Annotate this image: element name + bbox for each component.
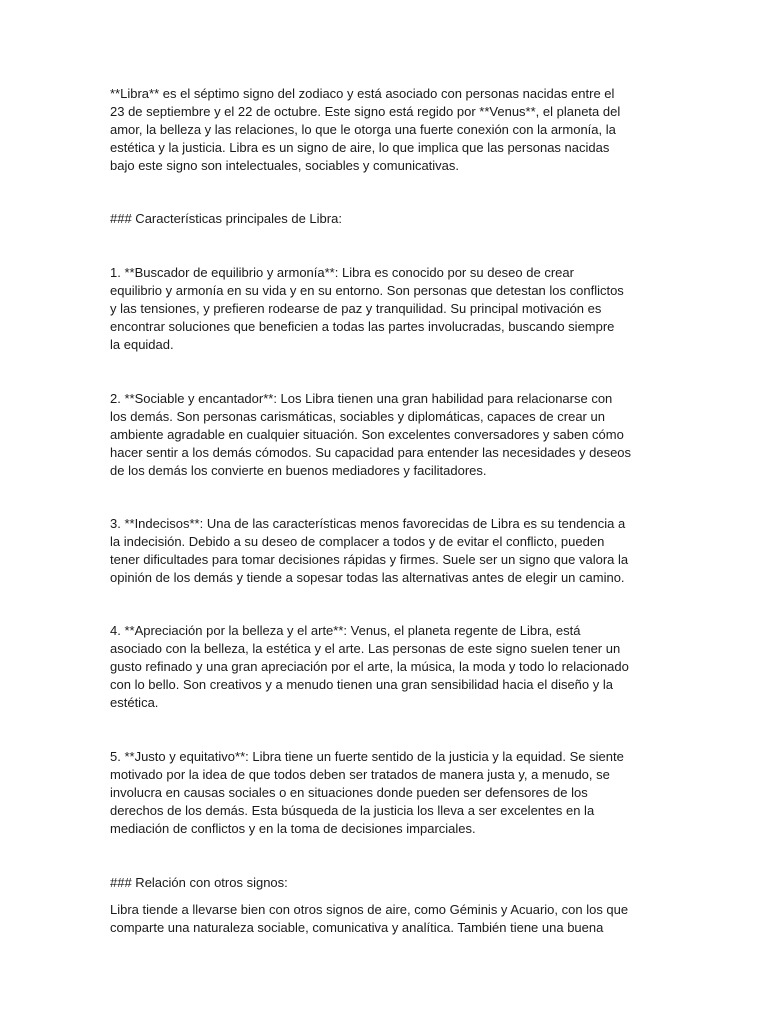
text-line: 4. **Apreciación por la belleza y el arte**: Venus, el planeta regente de Libra, está	[110, 623, 581, 638]
list-item-3	[110, 515, 660, 587]
list-item-2	[110, 390, 660, 480]
text-line: gusto refinado y una gran apreciación por el arte, la música, la moda y todo lo relacionado	[110, 658, 629, 674]
text-line: hacer sentir a los demás cómodos. Su capacidad para entender las necesidades y deseos	[110, 444, 632, 460]
intro-paragraph	[110, 85, 660, 175]
text-line: los demás. Son personas carismáticas, sociables y diplomáticas, capaces de crear un	[110, 408, 605, 424]
text-line: la equidad.	[110, 336, 174, 352]
text-line: Libra tiende a llevarse bien con otros signos de aire, como Géminis y Acuario, con los que	[110, 902, 629, 917]
relations-paragraph	[110, 901, 660, 937]
text-line: mediación de conflictos y en la toma de decisiones imparciales.	[110, 820, 476, 836]
characteristics-heading	[110, 210, 660, 228]
heading-text: ### Características principales de Libra:	[110, 211, 342, 226]
text-line: opinión de los demás y tiende a sopesar todas las alternativas antes de elegir un camino.	[110, 569, 625, 585]
text-line: motivado por la idea de que todos deben ser tratados de manera justa y, a menudo, se	[110, 766, 610, 782]
text-line: de los demás los convierte en buenos mediadores y facilitadores.	[110, 462, 487, 478]
text-line: 1. **Buscador de equilibrio y armonía**: Libra es conocido por su deseo de crear	[110, 265, 574, 280]
text-line: **Libra** es el séptimo signo del zodiaco y está asociado con personas nacidas entre el	[110, 86, 615, 101]
text-line: y las tensiones, y prefieren rodearse de paz y tranquilidad. Su principal motivación es	[110, 300, 602, 316]
text-line: con lo bello. Son creativos y a menudo tienen una gran sensibilidad hacia el diseño y la	[110, 676, 613, 692]
relations-heading	[110, 874, 660, 892]
text-line: derechos de los demás. Esta búsqueda de la justicia los lleva a ser excelentes en la	[110, 802, 595, 818]
text-line: 23 de septiembre y el 22 de octubre. Este signo está regido por **Venus**, el planeta del	[110, 103, 621, 119]
text-line: tener dificultades para tomar decisiones rápidas y firmes. Suele ser un signo que valora la	[110, 551, 629, 567]
list-item-4	[110, 622, 660, 712]
list-item-1	[110, 264, 660, 354]
text-line: 2. **Sociable y encantador**: Los Libra tienen una gran habilidad para relacionarse con	[110, 391, 613, 406]
heading-text: ### Relación con otros signos:	[110, 875, 288, 890]
text-line: encontrar soluciones que beneficien a todas las partes involucradas, buscando siempre	[110, 318, 615, 334]
list-item-5	[110, 748, 660, 838]
text-line: 5. **Justo y equitativo**: Libra tiene un fuerte sentido de la justicia y la equidad. Se siente	[110, 749, 624, 764]
text-line: amor, la belleza y las relaciones, lo que le otorga una fuerte conexión con la armonía, la	[110, 121, 616, 137]
text-line: bajo este signo son intelectuales, sociables y comunicativas.	[110, 157, 460, 173]
text-line: involucra en causas sociales o en situaciones donde pueden ser defensores de los	[110, 784, 588, 800]
text-line: estética.	[110, 694, 159, 710]
text-line: 3. **Indecisos**: Una de las características menos favorecidas de Libra es su tendencia a	[110, 516, 626, 531]
text-line: comparte una naturaleza sociable, comunicativa y analítica. También tiene una buena	[110, 919, 604, 935]
text-line: la indecisión. Debido a su deseo de complacer a todos y de evitar el conflicto, pueden	[110, 533, 605, 549]
text-line: ambiente agradable en cualquier situación. Son excelentes conversadores y saben cómo	[110, 426, 624, 442]
text-line: estética y la justicia. Libra es un signo de aire, lo que implica que las personas nacidas	[110, 139, 610, 155]
text-line: equilibrio y armonía en su vida y en su entorno. Son personas que detestan los conflictos	[110, 282, 624, 298]
text-line: asociado con la belleza, la estética y el arte. Las personas de este signo suelen tener un	[110, 640, 621, 656]
